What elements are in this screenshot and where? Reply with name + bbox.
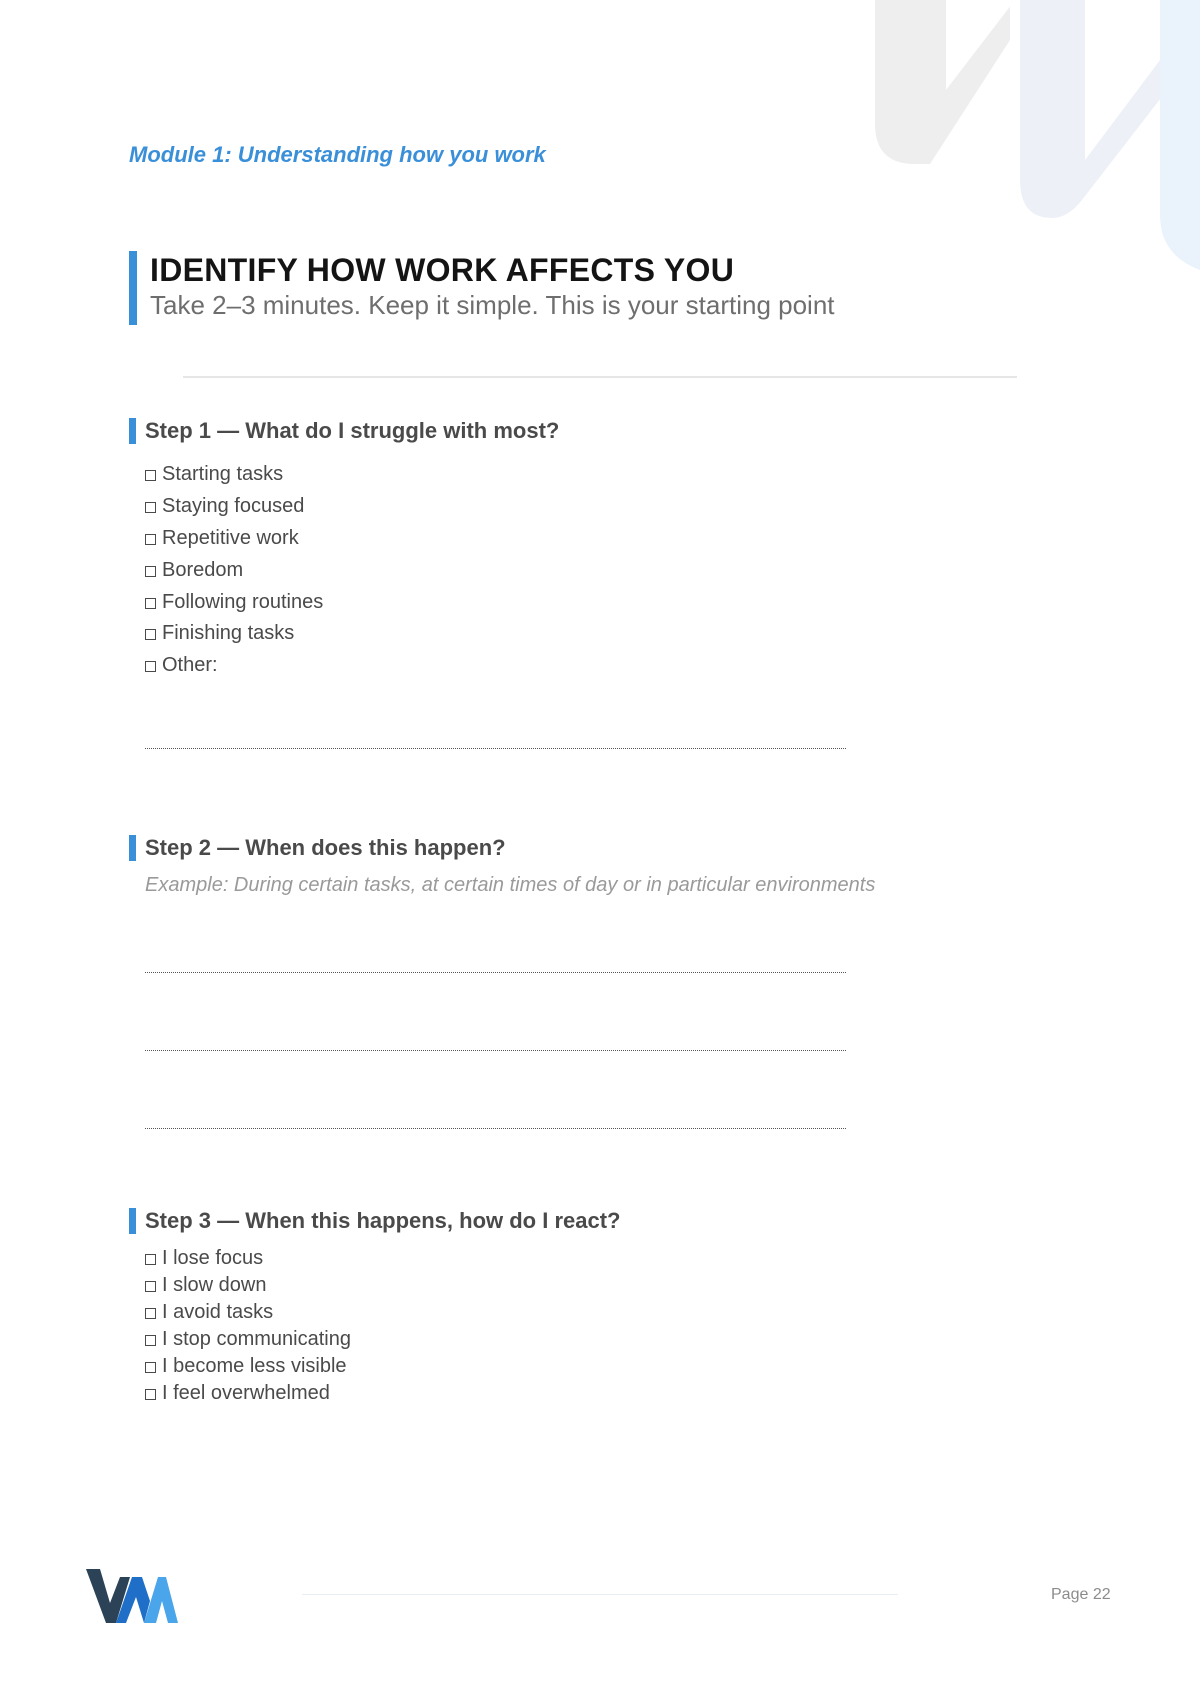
checklist-item[interactable] [145,523,323,555]
write-in-line[interactable] [145,1128,846,1129]
step1-checklist [145,459,323,682]
step1-heading: Step 1 — What do I struggle with most? [129,418,559,444]
checkbox-icon[interactable] [145,470,156,481]
checklist-item-label: I lose focus [162,1247,264,1269]
checklist-item-label: I slow down [162,1274,267,1296]
write-in-line[interactable] [145,748,846,749]
checklist-item[interactable] [145,586,323,618]
checkbox-icon[interactable] [145,629,156,640]
checklist-item-label: Following routines [162,590,324,613]
checklist-item-label: I feel overwhelmed [162,1382,330,1404]
step2-heading: Step 2 — When does this happen? [129,835,506,861]
checklist-item-label: Other: [162,654,218,677]
checkbox-icon[interactable] [145,1389,156,1400]
checkbox-icon[interactable] [145,1281,156,1292]
write-in-line[interactable] [145,1050,846,1051]
section-subtitle: Take 2–3 minutes. Keep it simple. This is your starting point [150,290,835,320]
checklist-item[interactable] [145,1272,351,1299]
section-heading [129,251,835,325]
step3-heading: Step 3 — When this happens, how do I react? [129,1208,621,1234]
checklist-item[interactable] [145,1380,351,1407]
checklist-item-label: Finishing tasks [162,622,295,645]
checklist-item-label: Starting tasks [162,463,284,486]
step2-example: Example: During certain tasks, at certain times of day or in particular environments [145,874,876,896]
checklist-item-label: I stop communicating [162,1328,351,1350]
checklist-item[interactable] [145,459,323,491]
write-in-line[interactable] [145,972,846,973]
brand-logo-icon [86,1569,178,1625]
checklist-item-label: Repetitive work [162,526,299,549]
checklist-item[interactable] [145,1299,351,1326]
checklist-item-label: Boredom [162,558,244,581]
checklist-item[interactable] [145,1245,351,1272]
checklist-item-label: I avoid tasks [162,1301,274,1323]
checkbox-icon[interactable] [145,1362,156,1373]
section-title: IDENTIFY HOW WORK AFFECTS YOU [150,252,735,288]
checklist-item[interactable] [145,491,323,523]
checklist-item[interactable] [145,1326,351,1353]
checklist-item-label: Staying focused [162,495,305,518]
checklist-item-label: I become less visible [162,1355,347,1377]
checkbox-icon[interactable] [145,1335,156,1346]
checklist-item[interactable] [145,650,323,682]
footer-divider [302,1594,898,1595]
checklist-item[interactable] [145,1353,351,1380]
checkbox-icon[interactable] [145,1308,156,1319]
section-divider [183,376,1017,378]
step3-checklist [145,1245,351,1407]
module-label: Module 1: Understanding how you work [129,142,546,167]
checkbox-icon[interactable] [145,598,156,609]
checklist-item[interactable] [145,618,323,650]
checklist-item[interactable] [145,554,323,586]
checkbox-icon[interactable] [145,661,156,672]
checkbox-icon[interactable] [145,566,156,577]
checkbox-icon[interactable] [145,1254,156,1265]
page-number: Page 22 [1051,1586,1111,1603]
checkbox-icon[interactable] [145,534,156,545]
checkbox-icon[interactable] [145,502,156,513]
